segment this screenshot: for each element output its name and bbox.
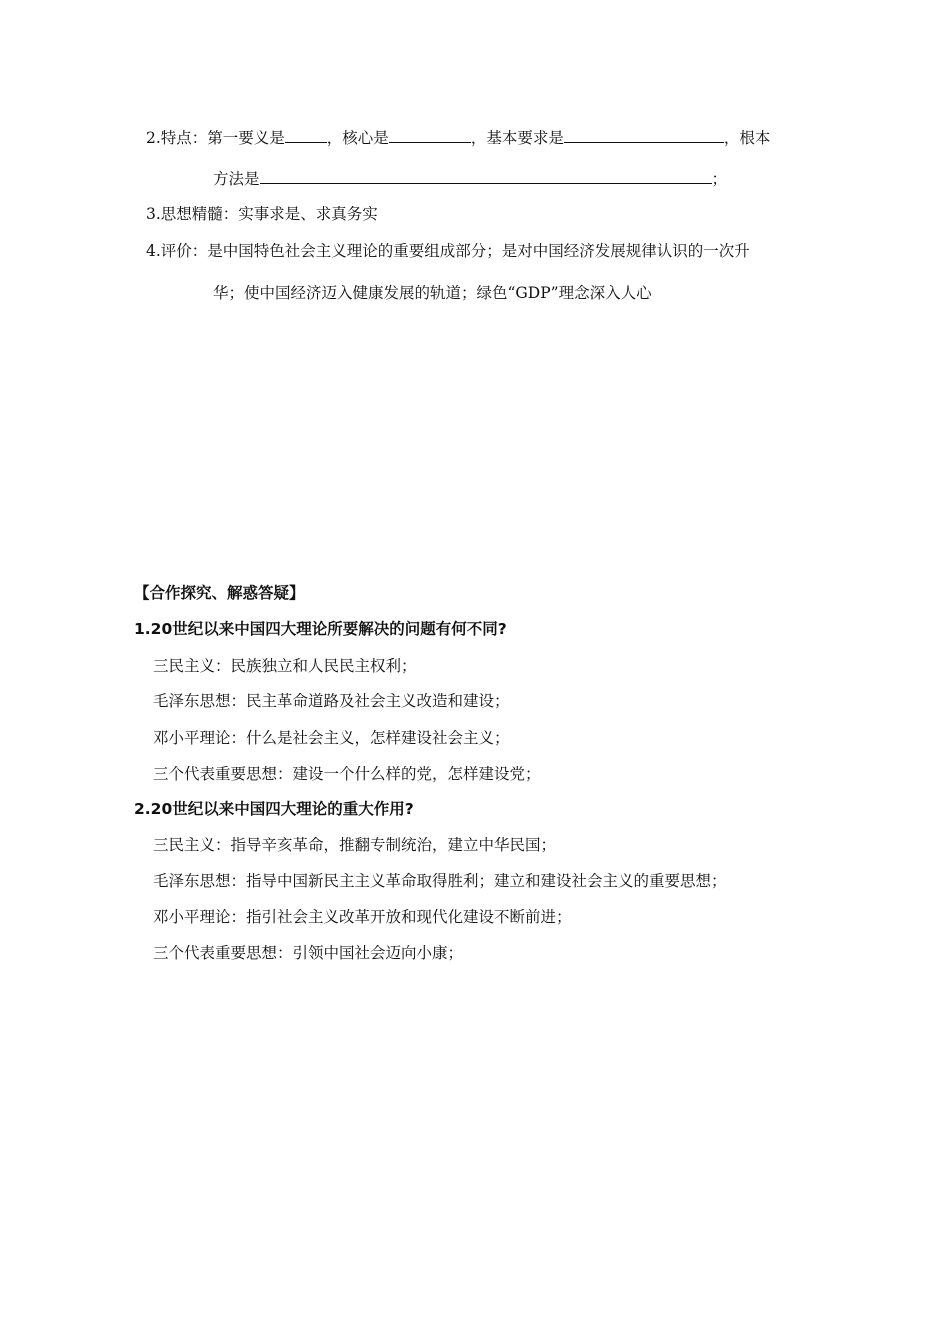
item2-line2 xyxy=(213,168,727,189)
item2-prefix: 2.特点：第一要义是 xyxy=(146,129,285,147)
q2-answer-deng: 邓小平理论：指引社会主义改革开放和现代化建设不断前进； xyxy=(153,908,572,926)
question-2-title: 2.20世纪以来中国四大理论的重大作用? xyxy=(134,800,414,818)
item2-mid2: ，基本要求是 xyxy=(470,129,564,147)
q1-answer-three-represents: 三个代表重要思想：建设一个什么样的党，怎样建设党； xyxy=(153,765,541,783)
q1-answer-deng: 邓小平理论：什么是社会主义，怎样建设社会主义； xyxy=(153,729,510,747)
blank-fundamental-method[interactable] xyxy=(260,168,712,184)
item3: 3.思想精髓：实事求是、求真务实 xyxy=(146,205,378,223)
item4-line1: 4.评价：是中国特色社会主义理论的重要组成部分；是对中国经济发展规律认识的一次升 xyxy=(146,242,750,260)
item2-line1 xyxy=(146,127,770,148)
q1-answer-mao: 毛泽东思想：民主革命道路及社会主义改造和建设； xyxy=(153,692,510,710)
q2-answer-sanmin: 三民主义：指导辛亥革命，推翻专制统治，建立中华民国； xyxy=(153,836,557,854)
q1-answer-sanmin: 三民主义：民族独立和人民民主权利； xyxy=(153,657,417,675)
blank-first-meaning[interactable] xyxy=(285,127,327,143)
q2-answer-mao: 毛泽东思想：指导中国新民主主义革命取得胜利；建立和建设社会主义的重要思想； xyxy=(153,872,727,890)
item2-cont-suffix: ； xyxy=(711,170,728,188)
section-heading: 【合作探究、解惑答疑】 xyxy=(134,584,305,602)
question-1-title: 1.20世纪以来中国四大理论所要解决的问题有何不同? xyxy=(134,620,507,638)
item2-cont-prefix: 方法是 xyxy=(213,170,260,188)
item2-mid3: ，根本 xyxy=(723,129,771,147)
blank-core[interactable] xyxy=(389,127,471,143)
q2-answer-three-represents: 三个代表重要思想：引领中国社会迈向小康； xyxy=(153,944,464,962)
item4-line2: 华；使中国经济迈入健康发展的轨道；绿色“GDP”理念深入人心 xyxy=(213,284,652,302)
item2-mid1: ，核心是 xyxy=(326,129,389,147)
blank-basic-requirement[interactable] xyxy=(564,127,724,143)
